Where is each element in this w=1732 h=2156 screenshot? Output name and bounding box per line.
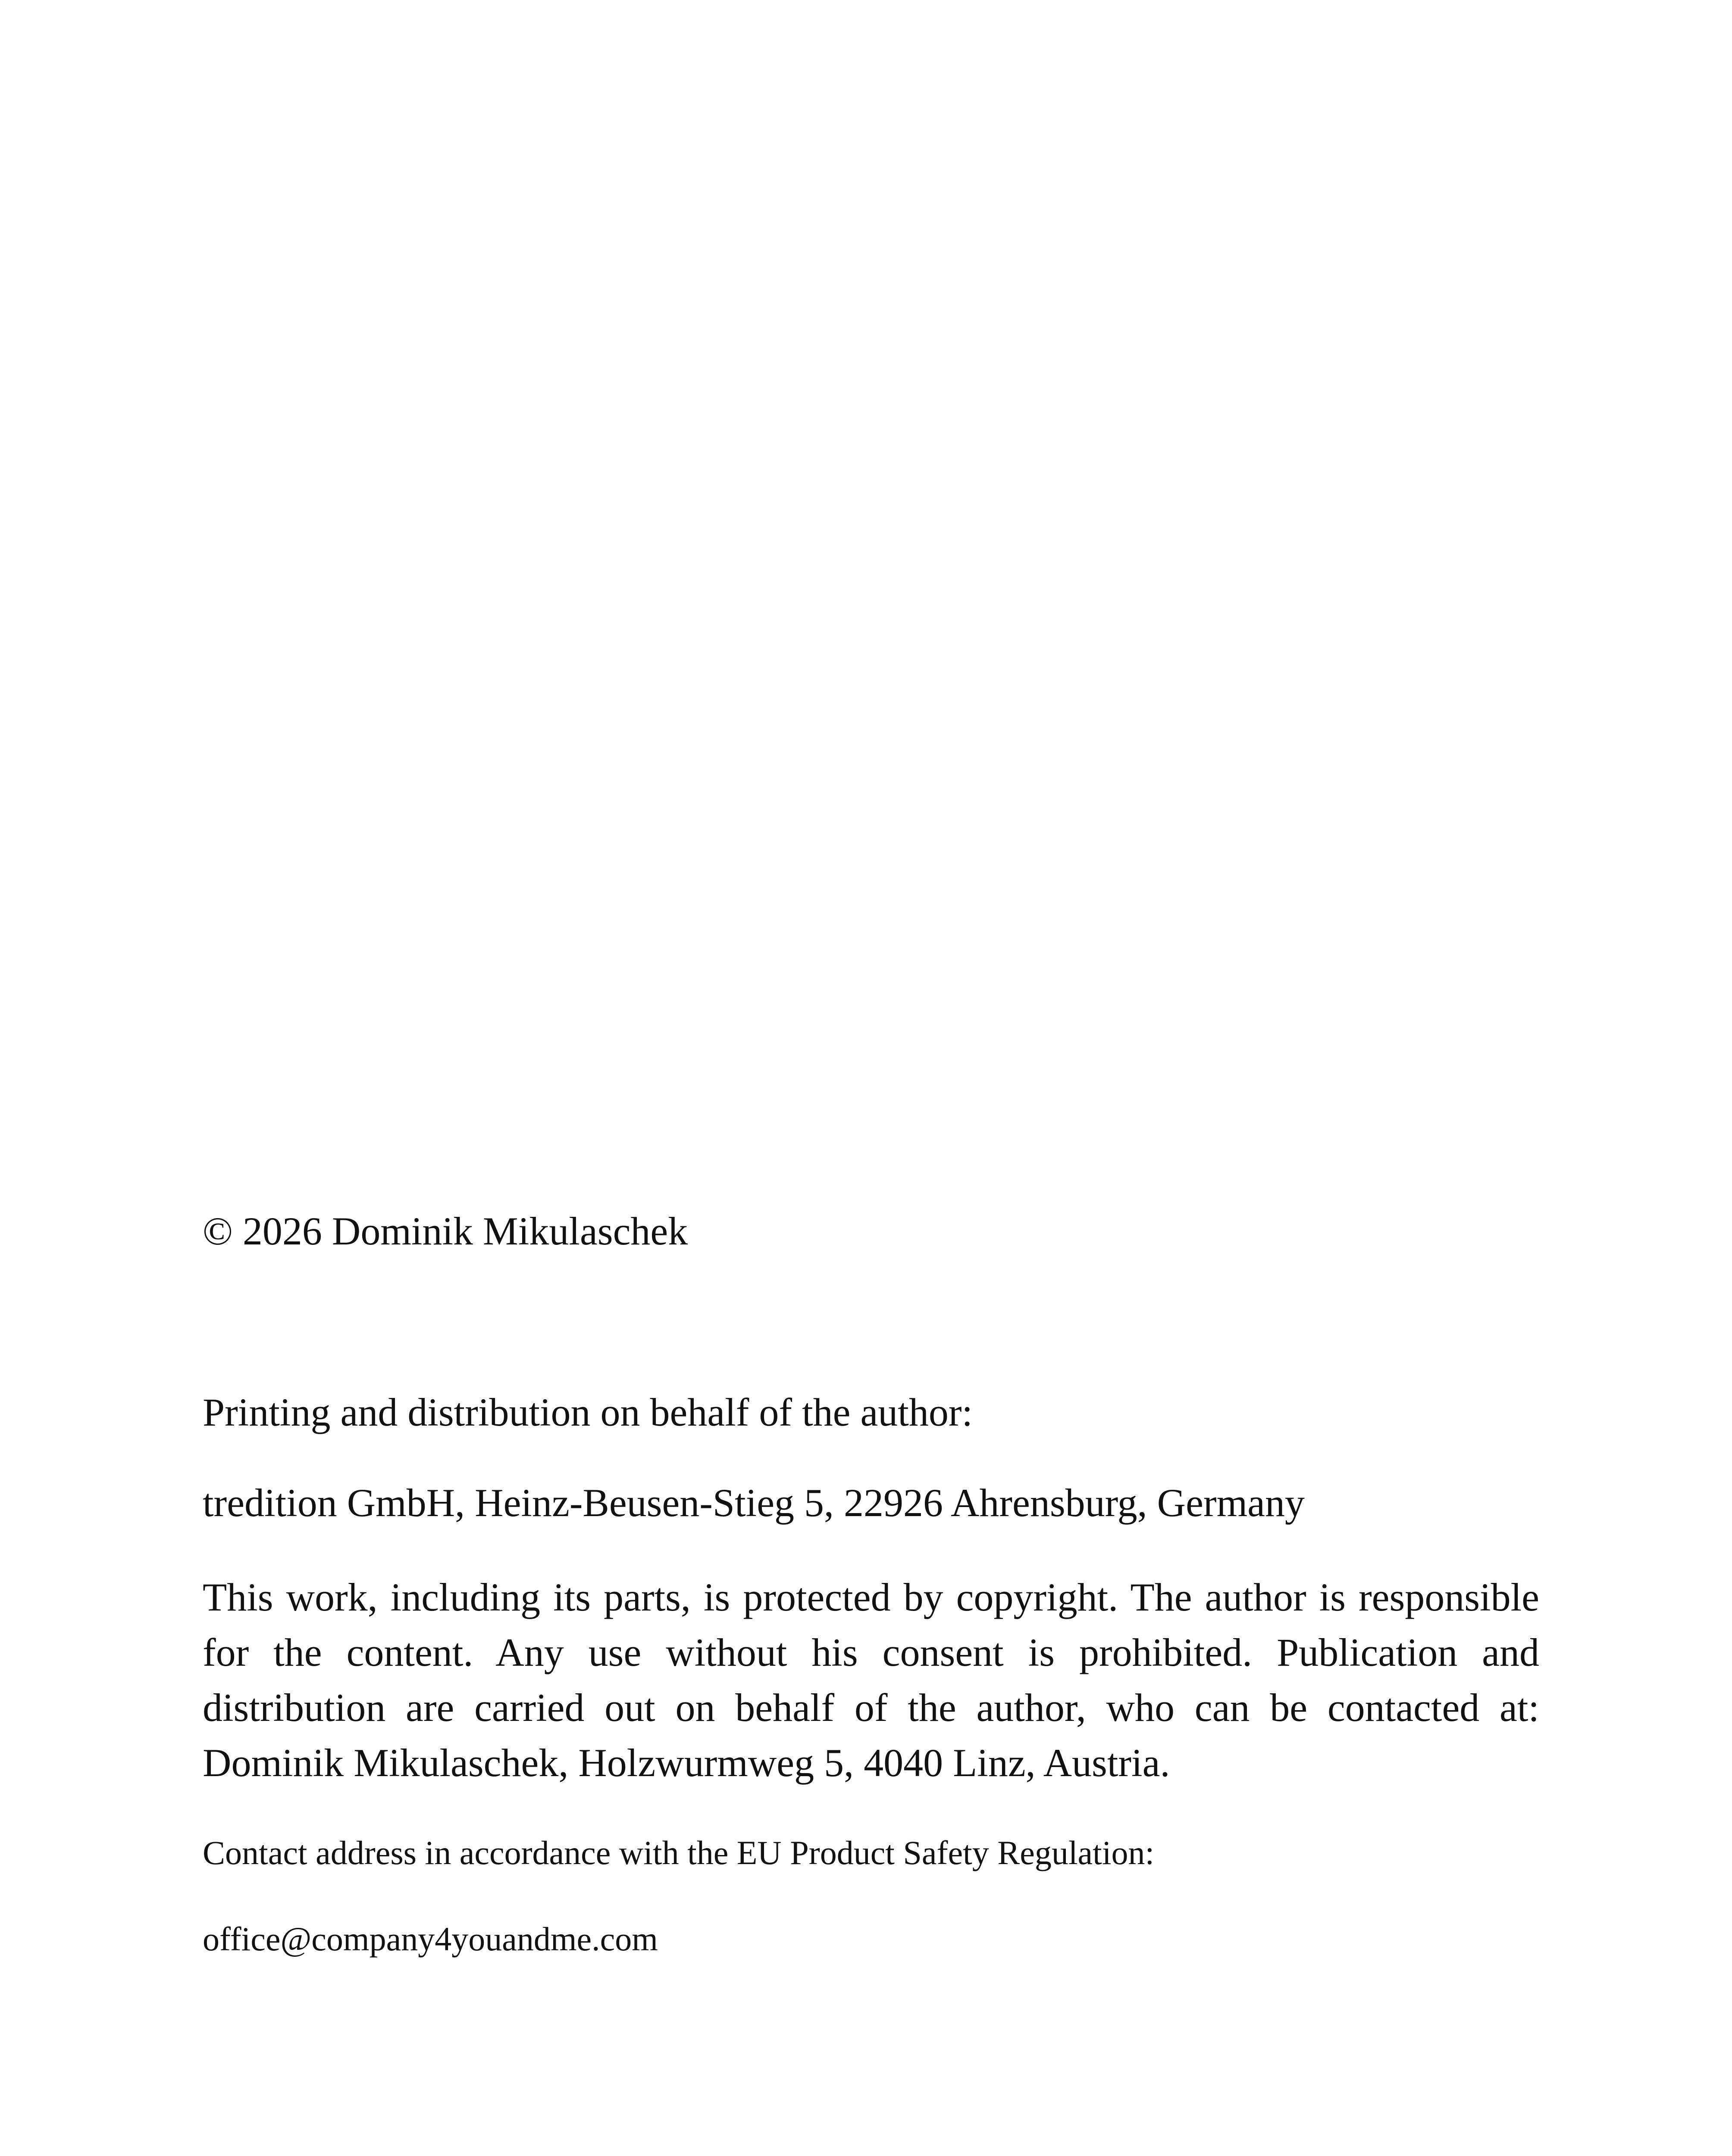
contact-email: office@company4youandme.com — [203, 1920, 658, 1958]
printing-distribution-note: Printing and distribution on behalf of the author: — [203, 1390, 973, 1434]
publisher-address: tredition GmbH, Heinz-Beusen-Stieg 5, 22926 Ahrensburg, Germany — [203, 1481, 1305, 1525]
contact-address-label: Contact address in accordance with the EU Product Safety Regulation: — [203, 1834, 1155, 1871]
copyright-line: © 2026 Dominik Mikulaschek — [203, 1209, 688, 1253]
rights-notice: This work, including its parts, is protected by copyright. The author is responsible for the content. Any use without his consent is prohibited. Publication and distribution are carried out on behalf of the author, who can be contacted at: Dominik Mikulaschek, Holzwurmweg 5, 4040 Linz, Austria. — [203, 1575, 1539, 1785]
